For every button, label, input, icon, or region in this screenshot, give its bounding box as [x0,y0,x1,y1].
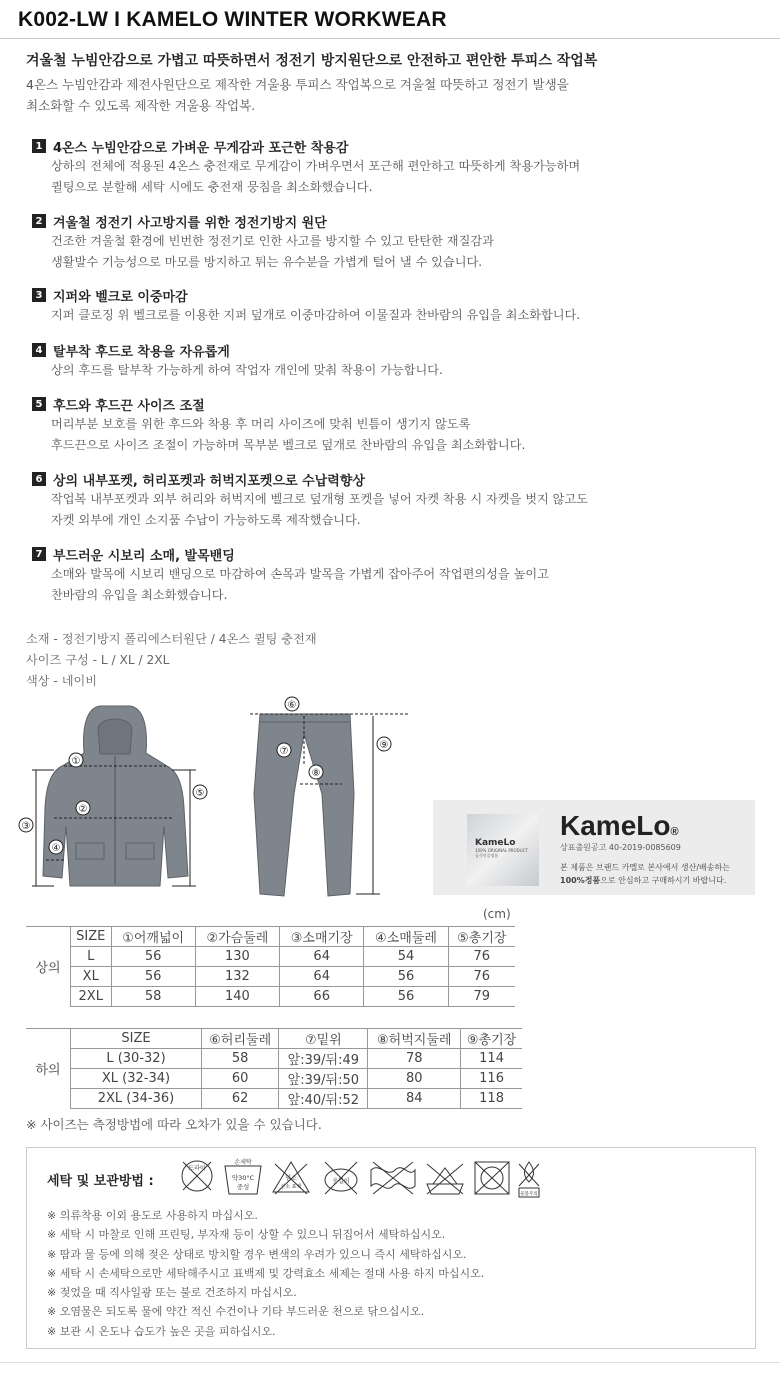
jacket-diagram [14,698,244,898]
table-cell: 84 [368,1089,461,1109]
hologram-sticker [467,814,539,886]
care-line: ※ 젖었을 때 직사일광 또는 불로 건조하지 마십시오. [47,1286,297,1300]
table-cell: 56 [364,987,448,1007]
feature-6 [32,469,752,531]
care-line: ※ 의류착용 이외 용도로 사용하지 마십시오. [47,1209,258,1222]
care-instructions [47,1206,484,1341]
table-cell: 2XL [71,987,112,1007]
table-header: ⑦밑위 [279,1029,368,1049]
feature-title: 4온스 누빔안감으로 가벼운 무게감과 포근한 착용감 [53,140,349,156]
table-header: ②가슴둘레 [195,927,279,947]
table-cell: XL [71,967,112,987]
table-cell: 64 [280,967,364,987]
spec-material: 소재 - 정전기방지 폴리에스터원단 / 4온스 퀼팅 충전재 [26,632,317,646]
brand-logo-text: KameLo [560,810,671,841]
svg-text:산소 표백: 산소 표백 [280,1184,302,1190]
no-wring-icon [371,1162,415,1194]
svg-text:손세탁: 손세탁 [234,1159,252,1166]
care-icons [173,1156,543,1200]
hood-opening [98,719,132,754]
feature-number: 3 [32,288,46,302]
feature-line: 작업복 내부포켓과 외부 허리와 허벅지에 벨크로 덮개형 포켓을 넣어 자켓 착용 시 자켓을 벗지 않고도 [51,492,588,506]
top-size-table [26,926,515,1007]
size-note: ※ 사이즈는 측정방법에 따라 오차가 있을 수 있습니다. [26,1117,322,1132]
table-cell: 79 [448,987,515,1007]
table-header: SIZE [71,927,112,947]
spec-sizes: 사이즈 구성 - L / XL / 2XL [26,653,170,667]
table-cell: L (30-32) [71,1049,202,1069]
table-cell: 140 [195,987,279,1007]
feature-number: 1 [32,139,46,153]
feature-1 [32,136,752,198]
care-line: ※ 세탁 시 손세탁으로만 세탁해주시고 표백제 및 강력효소 세제는 절대 사용 하지 마십시오. [47,1266,485,1280]
feature-number: 5 [32,397,46,411]
no-machine-wash-icon [475,1162,509,1194]
feature-3 [32,285,752,326]
label-9: ⑨ [379,740,389,751]
table-header: ①어깨넓이 [111,927,195,947]
feature-line: 자켓 외부에 개인 소지품 수납이 가능하도록 제작했습니다. [51,513,361,527]
feature-title: 탈부착 후드로 착용을 자유롭게 [53,344,230,360]
table-header: SIZE [71,1029,202,1049]
table-row [26,947,515,967]
table-group-label: 상의 [26,927,71,1007]
feature-line: 상하의 전체에 적용된 4온스 충전재로 무게감이 가벼우면서 포근해 편안하고 따뜻하게 착용가능하며 [51,159,581,173]
feature-line: 소매와 발목에 시보리 밴딩으로 마감하여 손목과 발목을 가볍게 잡아주어 작업편의성을 높이고 [51,567,549,581]
brand-logo [560,810,679,842]
table-cell: 앞:39/뒤:49 [279,1049,368,1069]
intro-line: 4온스 누빔안감과 제전사원단으로 제작한 겨울용 투피스 작업복으로 겨울철 따뜻하고 정전기 발생을 [26,77,569,92]
feature-title: 부드러운 시보리 소매, 발목밴딩 [53,548,235,564]
divider [0,38,780,39]
table-cell: 앞:39/뒤:50 [279,1069,368,1089]
table-header: ⑤총기장 [448,927,515,947]
table-cell: 64 [280,947,364,967]
table-cell: 116 [461,1069,522,1089]
label-8: ⑧ [311,768,321,779]
table-cell: 130 [195,947,279,967]
intro-text [26,74,746,116]
table-cell: 80 [368,1069,461,1089]
table-cell: 58 [111,987,195,1007]
authenticity-notice: 본 제품은 브랜드 카멜로 본사에서 생산/배송하는 [560,863,730,872]
table-cell: 54 [364,947,448,967]
table-cell: 56 [111,967,195,987]
table-cell: 56 [364,967,448,987]
care-line: ※ 세탁 시 마찰로 인해 프린팅, 부자재 등이 상할 수 있으니 뒤집어서 세탁하십시오. [47,1228,446,1242]
label-7: ⑦ [279,746,289,757]
table-row [26,1089,522,1109]
feature-number: 6 [32,472,46,486]
table-cell: 58 [202,1049,279,1069]
table-cell: 114 [461,1049,522,1069]
table-header: ③소매기장 [280,927,364,947]
feature-2 [32,211,752,273]
hologram-sub: 공식인증정품 [475,853,499,858]
table-header: ④소매둘레 [364,927,448,947]
table-cell: 76 [448,967,515,987]
table-cell: 66 [280,987,364,1007]
headline: 겨울철 누빔안감으로 가볍고 따뜻하면서 정전기 방지원단으로 안전하고 편안한 투피스 작업복 [26,53,598,69]
hologram-text: 100% ORIGINAL PRODUCT [475,848,528,853]
table-group-label: 하의 [26,1029,71,1109]
svg-text:중성: 중성 [236,1183,250,1191]
table-cell: 2XL (34-36) [71,1089,202,1109]
feature-title: 지퍼와 벨크로 이중마감 [53,289,188,305]
svg-text:물불주의: 물불주의 [520,1192,538,1197]
table-row [26,1069,522,1089]
table-cell: 118 [461,1089,522,1109]
table-header: ⑥허리둘레 [202,1029,279,1049]
feature-4 [32,340,752,381]
label-3: ③ [21,821,31,832]
no-tumble-dry-icon [427,1164,463,1194]
feature-5 [32,394,752,456]
table-cell: 앞:40/뒤:52 [279,1089,368,1109]
feature-line: 상의 후드를 탈부착 가능하게 하여 작업자 개인에 맞춰 착용이 가능합니다. [51,363,443,377]
table-cell: 76 [448,947,515,967]
feature-number: 7 [32,547,46,561]
spec-color: 색상 - 네이비 [26,674,98,688]
authenticity-notice-2 [560,875,726,886]
table-cell: 78 [368,1049,461,1069]
intro-line: 최소화할 수 있도록 제작한 겨울용 작업복. [26,98,256,113]
brand-block [433,800,755,895]
feature-line: 머리부분 보호를 위한 후드와 착용 후 머리 사이즈에 맞춰 빈틈이 생기지 않도록 [51,417,471,431]
label-6: ⑥ [287,700,297,711]
label-1: ① [71,756,81,767]
table-header: ⑨총기장 [461,1029,522,1049]
feature-line: 지퍼 클로징 위 벨크로를 이용한 지퍼 덮개로 이중마감하여 이물질과 찬바람의 유입을 최소화합니다. [51,308,581,322]
care-line: ※ 오염물은 되도록 물에 약간 적신 수건이나 기타 부드러운 천으로 닦으십시오. [47,1305,425,1319]
divider [0,1362,780,1363]
no-iron-icon [325,1162,357,1194]
brand-mark: ® [670,826,679,838]
care-box [26,1147,756,1349]
label-4: ④ [51,843,61,854]
feature-number: 4 [32,343,46,357]
feature-number: 2 [32,214,46,228]
care-title: 세탁 및 보관방법 : [47,1174,154,1189]
no-dry-clean-icon [182,1161,212,1191]
svg-text:약30°C: 약30°C [231,1174,255,1182]
feature-line: 건조한 겨울철 환경에 빈번한 정전기로 인한 사고를 방지할 수 있고 탄탄한 재질감과 [51,234,494,248]
feature-line: 후드끈으로 사이즈 조절이 가능하며 목부분 벨크로 덮개로 찬바람의 유입을 최소화합니다. [51,438,526,452]
table-cell: XL (32-34) [71,1069,202,1089]
table-cell: L [71,947,112,967]
feature-7 [32,544,752,606]
table-row [26,967,515,987]
svg-text:염소: 염소 [285,1175,297,1182]
feature-line: 퀼팅으로 분할해 세탁 시에도 충전재 뭉침을 최소화했습니다. [51,180,373,194]
care-line: ※ 땀과 물 등에 의해 젖은 상태로 방치할 경우 변색의 우려가 있으니 즉시 세탁하십시오. [47,1247,467,1261]
table-cell: 56 [111,947,195,967]
page-title: K002-LW I KAMELO WINTER WORKWEAR [18,8,447,31]
bottom-size-table [26,1028,522,1109]
feature-line: 찬바람의 유입을 최소화했습니다. [51,588,228,602]
table-cell: 132 [195,967,279,987]
feature-title: 후드와 후드끈 사이즈 조절 [53,398,205,414]
table-header: ⑧허벅지둘레 [368,1029,461,1049]
feature-title: 겨울철 정전기 사고방지를 위한 정전기방지 원단 [53,215,327,231]
svg-text:드라이: 드라이 [188,1165,206,1172]
svg-text:옷걸이: 옷걸이 [332,1178,350,1185]
table-row [26,987,515,1007]
hand-wash-icon [225,1158,261,1194]
spec-list [26,629,317,692]
feature-title: 상의 내부포켓, 허리포켓과 허벅지포켓으로 수납력향상 [53,473,365,489]
notice-post: 으로 안심하고 구매하시기 바랍니다. [600,876,727,885]
table-cell: 60 [202,1069,279,1089]
care-line: ※ 보관 시 온도나 습도가 높은 곳을 피하십시오. [47,1324,276,1338]
unit-label: (cm) [483,907,511,921]
hologram-logo: KameLo [475,838,516,848]
feature-line: 생활발수 기능성으로 마모를 방지하고 튀는 유수분을 가볍게 털어 낼 수 있습니다. [51,255,483,269]
label-2: ② [78,804,88,815]
pants-diagram [238,694,408,904]
table-cell: 62 [202,1089,279,1109]
no-bleach-icon [273,1162,309,1194]
trademark-text: 상표출원공고 40-2019-0085609 [560,843,681,852]
flammable-icon [519,1162,539,1197]
table-row [26,1049,522,1069]
genuine-label: 100%정품 [560,876,601,885]
label-5: ⑤ [195,788,205,799]
